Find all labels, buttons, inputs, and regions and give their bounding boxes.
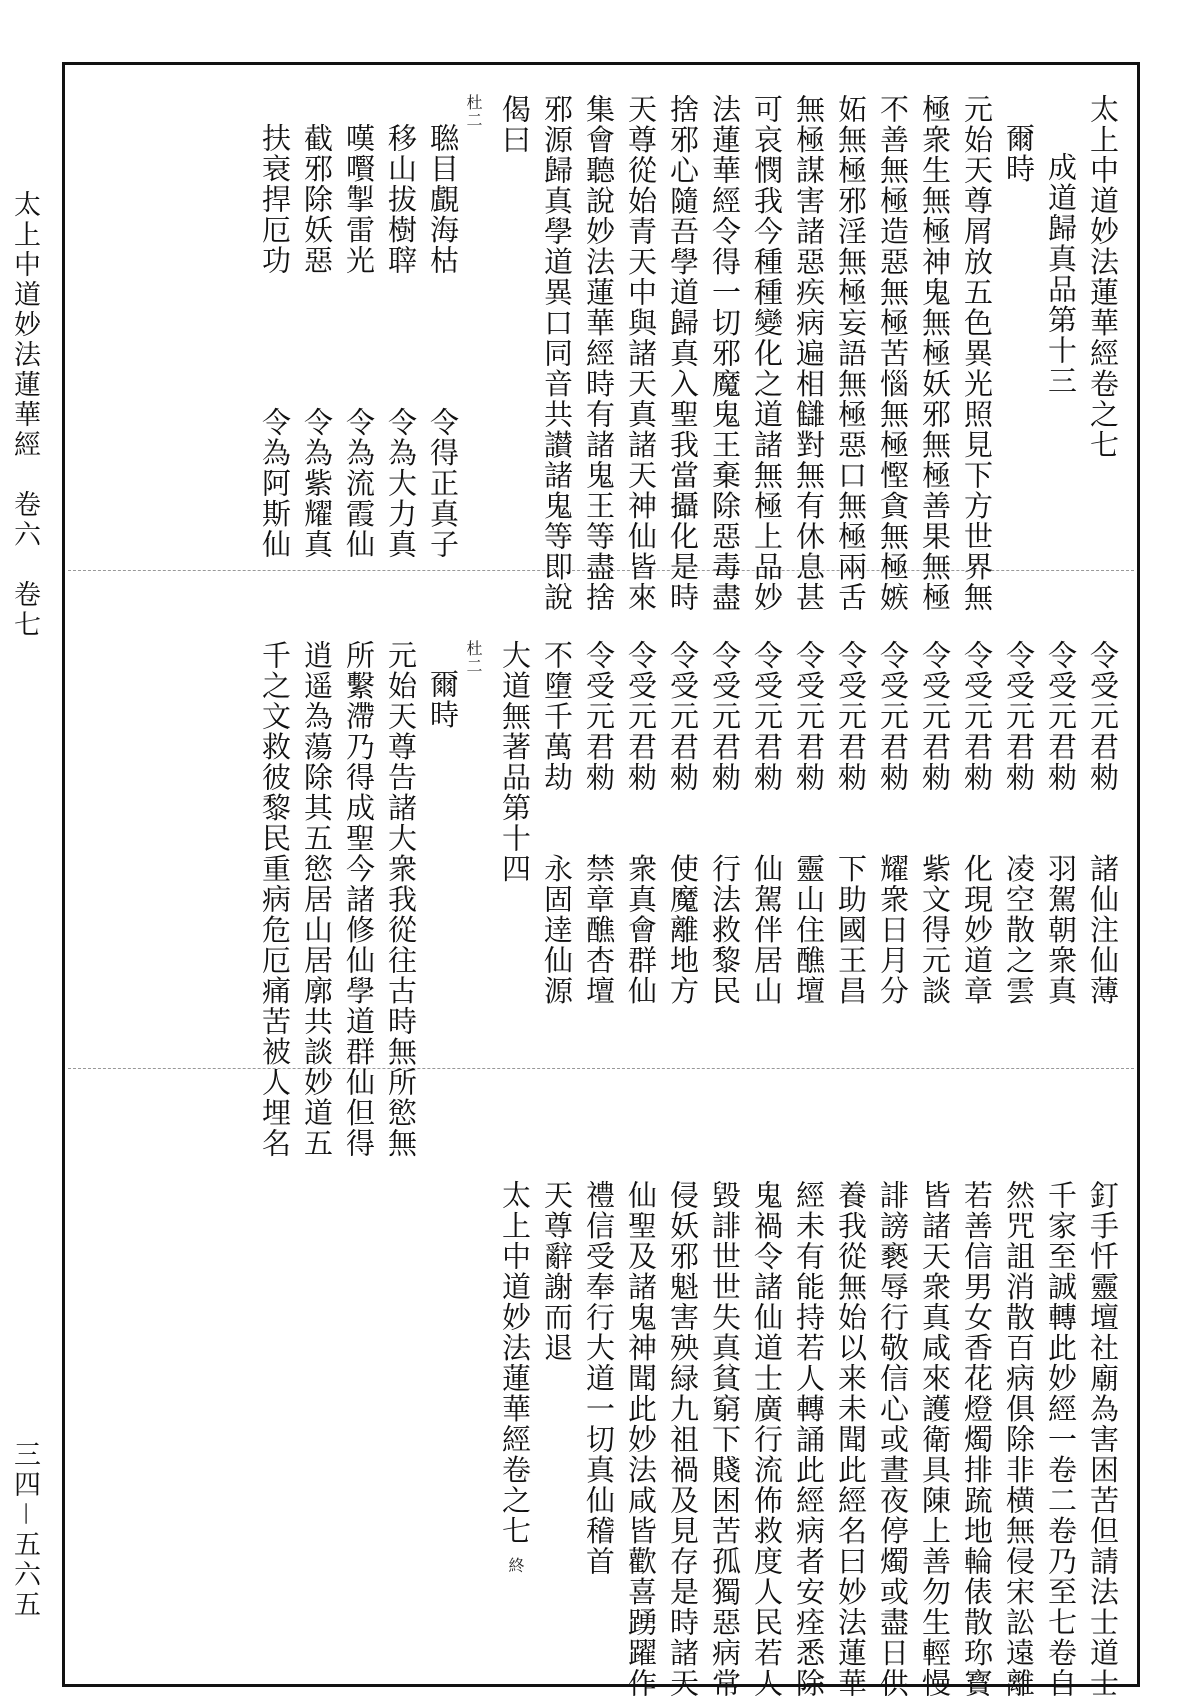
verse-column: 令受元君勑 靈山住醮壇 (792, 640, 826, 1006)
text-column: 經未有能持若人轉誦此經病者安痊悉除 (792, 1180, 826, 1699)
register-note: 杜二 (464, 640, 483, 675)
verse-line: 截邪除妖惡 (300, 123, 334, 276)
verse-column (254, 94, 296, 594)
verse-column: 令受元君勑 下助國王昌 (834, 640, 868, 1006)
verse-column: 令受元君勑 禁章醮杏壇 (582, 640, 616, 1006)
note-column (464, 94, 494, 594)
text-column: 元始天尊告諸大衆我從往古時無所慾無 (384, 640, 418, 1159)
verse-line: 嘆㘋掣雷光 (342, 123, 376, 276)
verse-column: 令受元君勑 衆真會群仙 (624, 640, 658, 1006)
verse-column: 令受元君勑 行法救黎民 (708, 640, 742, 1006)
margin-book-title: 太上中道妙法蓮華經 卷六 卷七 (9, 190, 40, 640)
text-column: 鬼禍令諸仙道士廣行流佈救度人民若人 (750, 1180, 784, 1699)
verse-line: 聮目覰海枯 (426, 123, 460, 276)
verse-column (422, 94, 464, 594)
verse-line: 令為阿斯仙 (258, 406, 292, 560)
verse-column: 令受元君勑 仙駕伴居山 (750, 640, 784, 1006)
verse-column: 令受元君勑 使魔離地方 (666, 640, 700, 1006)
margin-page-number: 三四－五六五 (9, 1440, 40, 1620)
verse-line: 令為紫耀真 (300, 406, 334, 560)
text-column: 侵妖邪魁害殃緑九祖禍及見存是時諸天 (666, 1180, 700, 1699)
scroll-end-title (494, 1180, 536, 1680)
text-column: 毀誹世世失真貧窮下賤困苦孤獨惡病常 (708, 1180, 742, 1699)
verse-column: 令受元君勑 凌空散之雲 (1002, 640, 1036, 1006)
text-column: 妬無極邪淫無極妄語無極惡口無極兩舌 (834, 94, 868, 613)
scroll-end-title-text: 太上中道妙法蓮華經卷之七 (498, 1180, 532, 1546)
text-column: 邪源歸真學道異口同音共讃諸鬼等即說 (540, 94, 574, 613)
text-column: 偈曰 (498, 94, 532, 155)
text-column: 然咒詛消散百病俱除非横無侵宋訟遠離 (1002, 1180, 1036, 1699)
text-column: 爾時 (426, 669, 460, 730)
text-column: 天尊從始青天中與諸天真諸天神仙皆來 (624, 94, 658, 613)
chapter-title: 成道歸真品第十三 (1044, 152, 1078, 396)
verse-column: 令受元君勑 諸仙注仙薄 (1086, 640, 1120, 1006)
text-column: 釘手忏靈壇社廟為害困苦但請法士道士 (1086, 1180, 1120, 1699)
text-column: 可哀憫我今種種變化之道諸無極上品妙 (750, 94, 784, 613)
text-column: 皆諸天衆真咸來護衛具陳上善勿生輕慢 (918, 1180, 952, 1699)
text-column: 集會聽說妙法蓮華經時有諸鬼王等盡捨 (582, 94, 616, 613)
verse-column: 令受元君勑 羽駕朝衆真 (1044, 640, 1078, 1006)
chapter-title: 大道無著品第十四 (498, 640, 532, 884)
verse-line: 令為流霞仙 (342, 406, 376, 560)
text-column: 天尊辭謝而退 (540, 1180, 574, 1363)
text-column: 千之文救彼黎民重病危厄痛苦被人埋名 (258, 640, 292, 1159)
end-mark: 終 (506, 1556, 525, 1575)
text-column: 所繫滯乃得成聖今諸修仙學道群仙但得 (342, 640, 376, 1159)
note-column (464, 640, 494, 1140)
verse-line: 令得正真子 (426, 406, 460, 560)
verse-column: 不墮千萬劫 永固逹仙源 (540, 640, 574, 1006)
text-column: 若善信男女香花燈燭排䟽地輪俵散珎寳 (960, 1180, 994, 1699)
verse-line: 扶衰捍厄功 (258, 123, 292, 276)
verse-column: 令受元君勑 化現妙道章 (960, 640, 994, 1006)
verse-column: 令受元君勑 耀衆日月分 (876, 640, 910, 1006)
text-column: 法蓮華經令得一切邪魔鬼王棄除惡毒盡 (708, 94, 742, 613)
verse-column: 令受元君勑 紫文得元談 (918, 640, 952, 1006)
text-column: 爾時 (1002, 123, 1036, 184)
register-top (64, 94, 1124, 613)
register-bottom (64, 1180, 1124, 1699)
verse-column (380, 94, 422, 594)
text-column: 極衆生無極神鬼無極妖邪無極善果無極 (918, 94, 952, 613)
verse-line: 移山拔樹䏁 (384, 123, 418, 276)
text-column: 養我從無始以来未聞此經名曰妙法蓮華 (834, 1180, 868, 1699)
scroll-title: 太上中道妙法蓮華經卷之七 (1086, 94, 1120, 460)
text-column: 元始天尊屑放五色異光照見下方世界無 (960, 94, 994, 613)
text-column: 禮信受奉行大道一切真仙稽首 (582, 1180, 616, 1577)
verse-line: 令為大力真 (384, 406, 418, 560)
text-column: 仙聖及諸鬼神聞此妙法咸皆歡喜踴躍作 (624, 1180, 658, 1699)
text-column: 不善無極造惡無極苦惱無極慳貪無極嫉 (876, 94, 910, 613)
register-note: 杜二 (464, 94, 483, 129)
text-column: 捨邪心隨吾學道歸真入聖我當攝化是時 (666, 94, 700, 613)
verse-column (338, 94, 380, 594)
verse-column (296, 94, 338, 594)
register-middle (64, 640, 1124, 1159)
text-column: 誹謗褻辱行敬信心或晝夜停燭或盡日供 (876, 1180, 910, 1699)
text-column: 千家至誠轉此妙經一卷二卷乃至七卷自 (1044, 1180, 1078, 1699)
text-column: 無極謀害諸惡疾病遍相讎對無有休息甚 (792, 94, 826, 613)
text-column: 逍遥為蕩除其五慾居山居廓共談妙道五 (300, 640, 334, 1159)
